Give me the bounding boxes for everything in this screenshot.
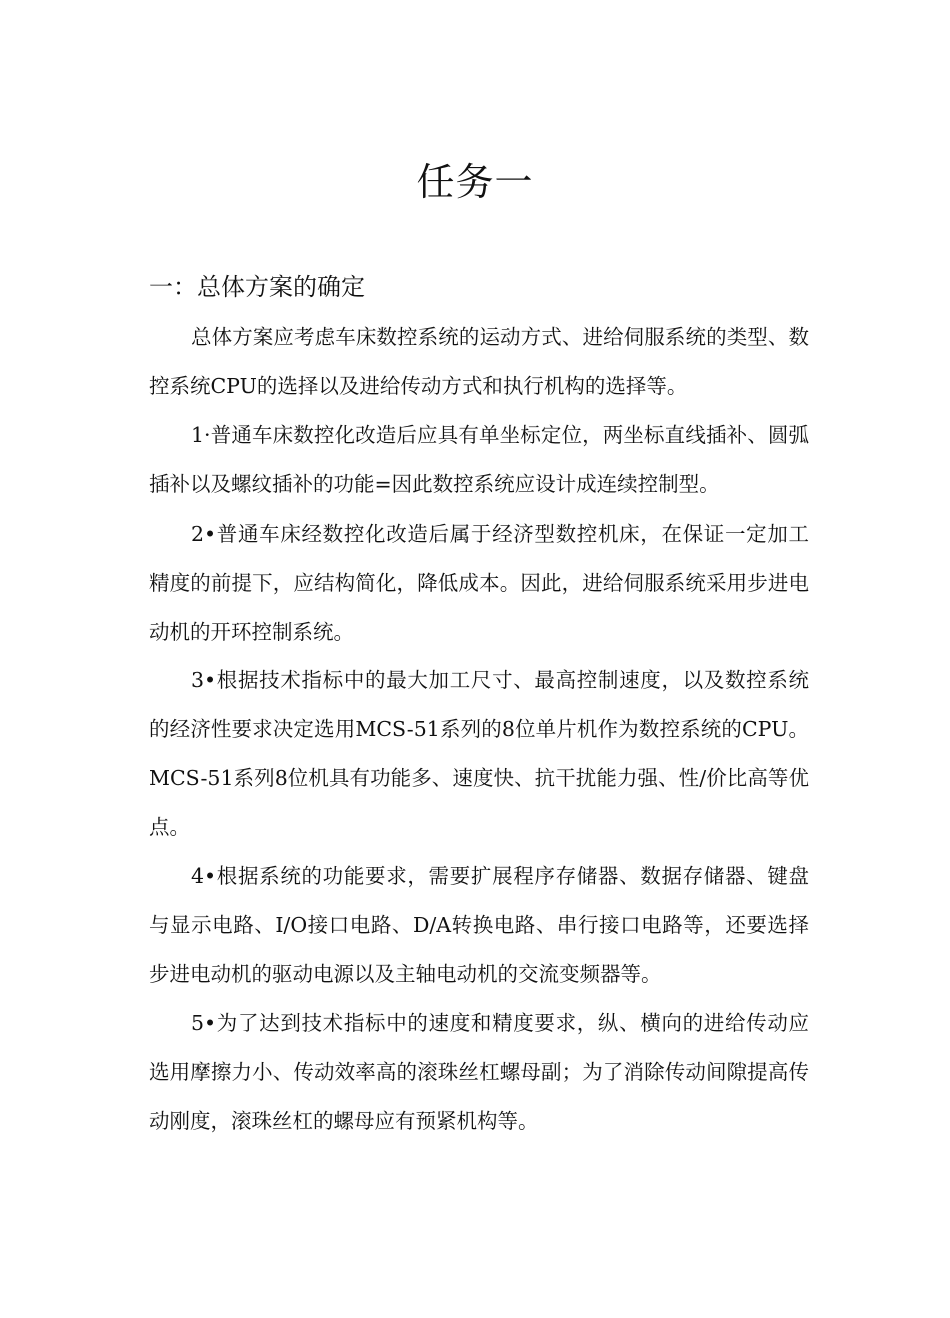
paragraph-item-4: 4•根据系统的功能要求，需要扩展程序存储器、数据存储器、键盘与显示电路、I/O接口电路、D/A转换电路、串行接口电路等，还要选择步进电动机的驱动电源以及主轴电动机的交流变频器等。 <box>149 864 809 986</box>
paragraph-item-2: 2•普通车床经数控化改造后属于经济型数控机床，在保证一定加工精度的前提下，应结构简化，降低成本。因此，进给伺服系统采用步进电动机的开环控制系统。 <box>149 522 809 644</box>
paragraph-intro: 总体方案应考虑车床数控系统的运动方式、进给伺服系统的类型、数控系统CPU的选择以及进给传动方式和执行机构的选择等。 <box>149 325 809 398</box>
paragraph-item-1: 1·普通车床数控化改造后应具有单坐标定位，两坐标直线插补、圆弧插补以及螺纹插补的功能=因此数控系统应设计成连续控制型。 <box>149 423 809 496</box>
paragraph-item-3: 3•根据技术指标中的最大加工尺寸、最高控制速度，以及数控系统的经济性要求决定选用MCS-51系列的8位单片机作为数控系统的CPU。MCS-51系列8位机具有功能多、速度快、抗干扰能力强、性/价比高等优点。 <box>149 668 809 839</box>
section-heading: 一：总体方案的确定 <box>149 273 365 301</box>
paragraph-item-5: 5•为了达到技术指标中的速度和精度要求，纵、横向的进给传动应选用摩擦力小、传动效率高的滚珠丝杠螺母副；为了消除传动间隙提高传动刚度，滚珠丝杠的螺母应有预紧机构等。 <box>149 1011 809 1133</box>
page-title: 任务一 <box>416 160 534 204</box>
